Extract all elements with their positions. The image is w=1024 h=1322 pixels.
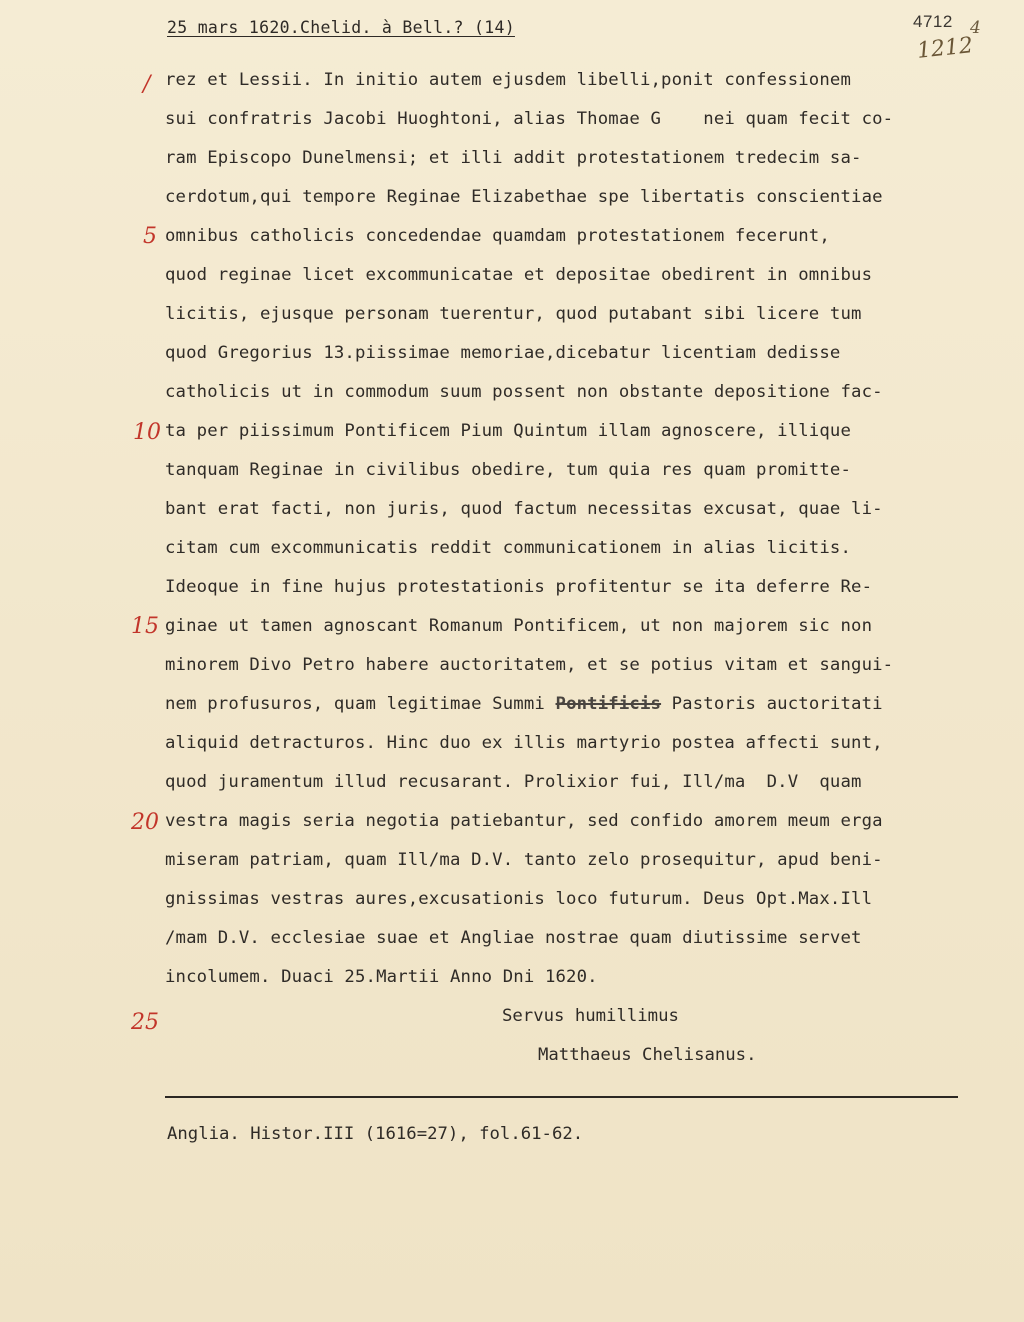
text-line: vestra magis seria negotia patiebantur, sed confido amorem meum erga bbox=[165, 811, 883, 831]
text-line: bant erat facti, non juris, quod factum necessitas excusat, quae li- bbox=[165, 499, 883, 519]
text-line: incolumem. Duaci 25.Martii Anno Dni 1620. bbox=[165, 967, 598, 987]
letter-body bbox=[165, 67, 995, 1003]
text-line: minorem Divo Petro habere auctoritatem, et se potius vitam et sangui- bbox=[165, 655, 894, 675]
struck-word: Pontificis bbox=[555, 694, 662, 714]
text-line: ram Episcopo Dunelmensi; et illi addit protestationem tredecim sa- bbox=[165, 148, 862, 168]
source-reference: Anglia. Histor.III (1616=27), fol.61-62. bbox=[167, 1124, 584, 1144]
text-line: ta per piissimum Pontificem Pium Quintum illam agnoscere, illique bbox=[165, 421, 852, 441]
margin-mark-1: / bbox=[143, 72, 151, 97]
folio-number: 1212 bbox=[915, 33, 975, 64]
text-line: ginae ut tamen agnoscant Romanum Pontificem, ut non majorem sic non bbox=[165, 616, 873, 636]
margin-mark-25: 25 bbox=[131, 1010, 159, 1035]
text-line: cerdotum,qui tempore Reginae Elizabethae spe libertatis conscientiae bbox=[165, 187, 883, 207]
signature-name: Matthaeus Chelisanus. bbox=[538, 1045, 757, 1065]
margin-mark-5: 5 bbox=[143, 224, 157, 249]
text-line: aliquid detracturos. Hinc duo ex illis martyrio postea affecti sunt, bbox=[165, 733, 883, 753]
margin-mark-20: 20 bbox=[131, 810, 159, 835]
document-number-suffix: 4 bbox=[970, 18, 981, 38]
text-line: quod reginae licet excommunicatae et depositae obedirent in omnibus bbox=[165, 265, 873, 285]
text-line: quod Gregorius 13.piissimae memoriae,dicebatur licentiam dedisse bbox=[165, 343, 841, 363]
text-line: tanquam Reginae in civilibus obedire, tum quia res quam promitte- bbox=[165, 460, 852, 480]
header-title: 25 mars 1620.Chelid. à Bell.? (14) bbox=[167, 18, 515, 37]
document-header bbox=[167, 18, 515, 37]
text-line: licitis, ejusque personam tuerentur, quod putabant sibi licere tum bbox=[165, 304, 862, 324]
margin-mark-10: 10 bbox=[133, 420, 161, 445]
line-part-before: nem profusuros, quam legitimae Summi bbox=[165, 694, 556, 714]
signature-closing: Servus humillimus bbox=[502, 1006, 679, 1026]
text-line: sui confratris Jacobi Huoghtoni, alias Thomae G nei quam fecit co- bbox=[165, 109, 894, 129]
text-line-with-strikeout bbox=[165, 691, 995, 730]
margin-mark-15: 15 bbox=[131, 614, 159, 639]
text-line: Ideoque in fine hujus protestationis profitentur se ita deferre Re- bbox=[165, 577, 873, 597]
text-line: /mam D.V. ecclesiae suae et Angliae nostrae quam diutissime servet bbox=[165, 928, 862, 948]
line-part-after: Pastoris auctoritati bbox=[661, 694, 883, 714]
horizontal-rule bbox=[165, 1096, 958, 1098]
text-line: omnibus catholicis concedendae quamdam protestationem fecerunt, bbox=[165, 226, 830, 246]
text-line: gnissimas vestras aures,excusationis loco futurum. Deus Opt.Max.Ill bbox=[165, 889, 873, 909]
text-line: miseram patriam, quam Ill/ma D.V. tanto zelo prosequitur, apud beni- bbox=[165, 850, 883, 870]
text-line: catholicis ut in commodum suum possent non obstante depositione fac- bbox=[165, 382, 883, 402]
document-number: 4712 bbox=[913, 12, 953, 31]
text-line: quod juramentum illud recusarant. Prolixior fui, Ill/ma D.V quam bbox=[165, 772, 862, 792]
text-line: citam cum excommunicatis reddit communicationem in alias licitis. bbox=[165, 538, 852, 558]
text-line: rez et Lessii. In initio autem ejusdem libelli,ponit confessionem bbox=[165, 70, 852, 90]
